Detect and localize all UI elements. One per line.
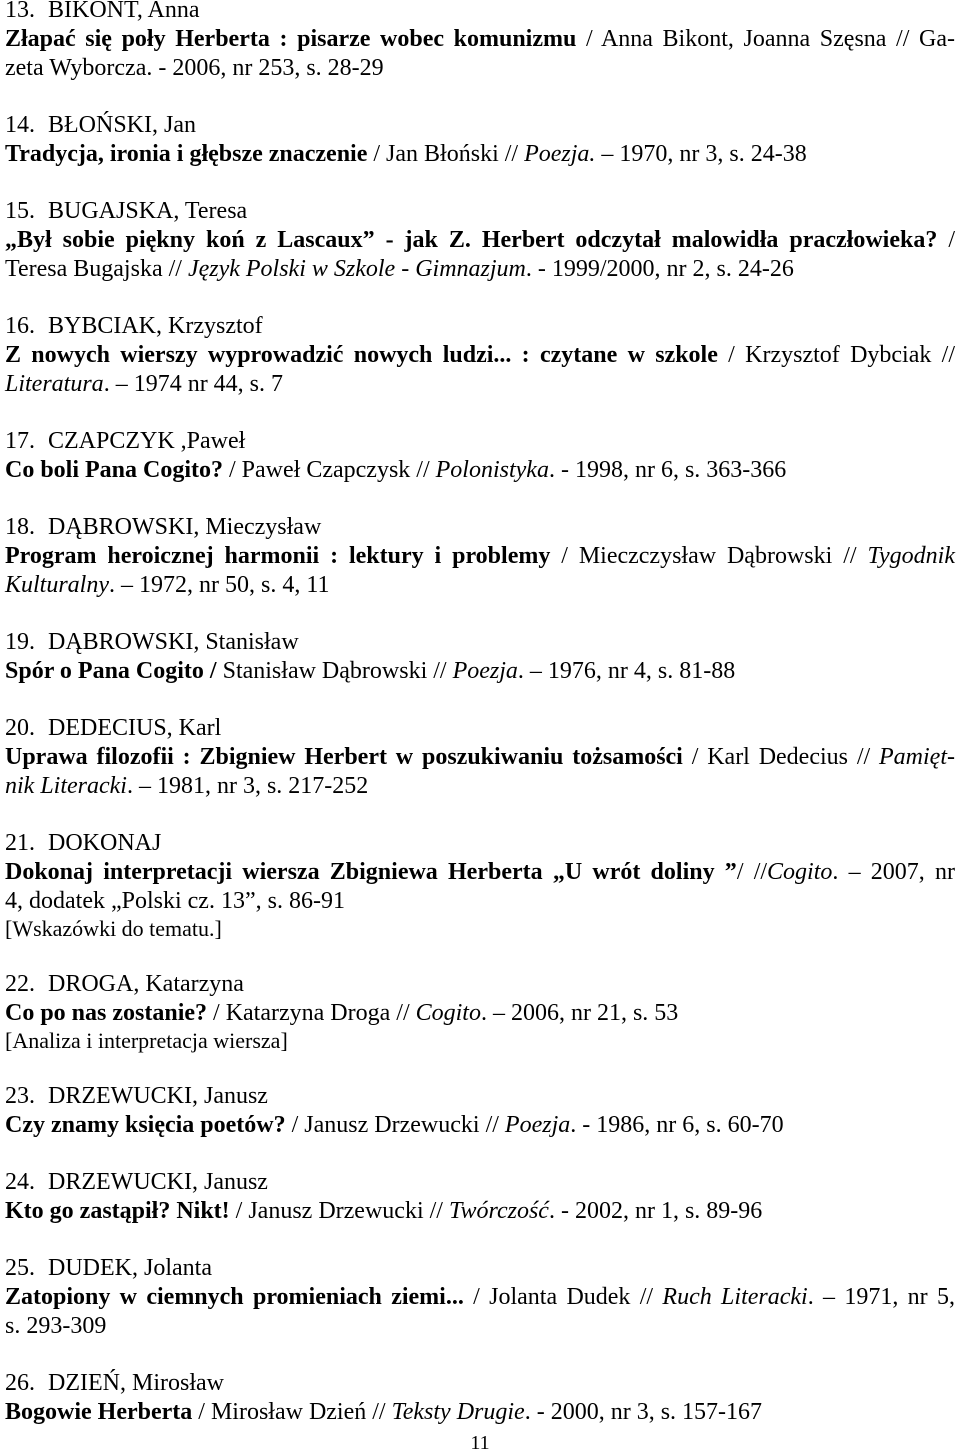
- entry-author: DĄBROWSKI, Mieczysław: [48, 514, 322, 540]
- entry-title: Czy znamy księcia poetów?: [5, 1112, 286, 1138]
- bibliography-entry: [5, 513, 955, 600]
- entry-title: „Był sobie piękny koń z Lascaux” - jak Z. Herbert odczytał malowidła praczłowieka?: [5, 227, 938, 253]
- entry-source-title: Pamięt-: [879, 744, 955, 770]
- entry-source-title: Język Polski w Szkole - Gimnazjum: [187, 256, 526, 282]
- entry-source-details: . – 2006, nr 21, s. 53: [480, 1000, 679, 1026]
- entry-source-details: . - 1999/2000, nr 2, s. 24-26: [525, 256, 794, 282]
- entry-title: Co boli Pana Cogito?: [5, 457, 224, 483]
- entry-author: BŁOŃSKI, Jan: [48, 112, 196, 138]
- entry-author: DUDEK, Jolanta: [48, 1255, 212, 1281]
- entry-heading: [5, 513, 955, 542]
- entry-title: Kto go zastąpił? Nikt!: [5, 1198, 230, 1224]
- entry-number: 23.: [5, 1083, 35, 1109]
- bibliography-entry: [5, 111, 955, 169]
- entry-source-details: . – 1974 nr 44, s. 7: [103, 371, 284, 397]
- entry-responsibility: / Mieczczysław Dąbrowski //: [550, 543, 868, 569]
- entry-source-details: 4, dodatek „Polski cz. 13”, s. 86-91: [5, 888, 345, 914]
- entry-title: Uprawa filozofii : Zbigniew Herbert w poszukiwaniu tożsamości: [5, 744, 683, 770]
- entry-line: [5, 255, 955, 284]
- entry-author: DRZEWUCKI, Janusz: [48, 1083, 268, 1109]
- entry-author: BUGAJSKA, Teresa: [48, 198, 248, 224]
- entry-source-details: – 1970, nr 3, s. 24-38: [595, 141, 807, 167]
- entry-source-title: Kulturalny: [5, 572, 110, 598]
- bibliography-entry: [5, 1369, 955, 1427]
- entry-title: Tradycja, ironia i głębsze znaczenie: [5, 141, 368, 167]
- entry-title: Z nowych wierszy wyprowadzić nowych ludzi... : czytane w szkole: [5, 342, 718, 368]
- entry-title: Dokonaj interpretacji wiersza Zbigniewa Herberta „U wrót doliny ”: [5, 859, 737, 885]
- bibliography-entry: [5, 628, 955, 686]
- entry-line: [5, 1111, 955, 1140]
- entry-source-details: . - 2002, nr 1, s. 89-96: [548, 1198, 763, 1224]
- entry-author: DRZEWUCKI, Janusz: [48, 1169, 268, 1195]
- entry-author: DĄBROWSKI, Stanisław: [48, 629, 299, 655]
- entry-title: Złapać się poły Herberta : pisarze wobec komunizmu: [5, 26, 577, 52]
- entry-responsibility: / Anna Bikont, Joanna Szęsna // Ga-: [576, 26, 955, 52]
- entry-heading: [5, 1168, 955, 1197]
- entry-source-title: Ruch Literacki: [662, 1284, 808, 1310]
- entry-line: [5, 887, 955, 916]
- entry-responsibility: / Paweł Czapczysk //: [223, 457, 436, 483]
- entry-title: Spór o Pana Cogito /: [5, 658, 217, 684]
- entry-title: Zatopiony w ciemnych promieniach ziemi...: [5, 1284, 464, 1310]
- entry-source-title: Tygodnik: [867, 543, 955, 569]
- entry-heading: [5, 714, 955, 743]
- entry-source-title: Poezja: [504, 1112, 571, 1138]
- entry-source-details: zeta Wyborcza. - 2006, nr 253, s. 28-29: [5, 55, 384, 81]
- entry-line: [5, 140, 955, 169]
- entry-number: 13.: [5, 0, 35, 23]
- entry-source-details: . – 1981, nr 3, s. 217-252: [126, 773, 369, 799]
- entry-number: 16.: [5, 313, 35, 339]
- entry-responsibility: /: [937, 227, 955, 253]
- entry-responsibility: / Jan Błoński //: [367, 141, 525, 167]
- entry-responsibility: / Katarzyna Droga //: [207, 1000, 416, 1026]
- entry-responsibility: Teresa Bugajska //: [5, 256, 188, 282]
- entry-source-details: . - 2000, nr 3, s. 157-167: [524, 1399, 763, 1425]
- entry-line: [5, 341, 955, 370]
- entry-heading: [5, 628, 955, 657]
- entry-author: BYBCIAK, Krzysztof: [48, 313, 263, 339]
- bibliography-entry: [5, 197, 955, 284]
- entry-number: 14.: [5, 112, 35, 138]
- entry-responsibility: / Janusz Drzewucki //: [285, 1112, 505, 1138]
- entry-line: [5, 657, 955, 686]
- entry-line: [5, 1398, 955, 1427]
- entry-heading: [5, 970, 955, 999]
- entry-responsibility: / Karl Dedecius //: [682, 744, 880, 770]
- entry-line: [5, 226, 955, 255]
- entry-author: CZAPCZYK ,Paweł: [48, 428, 246, 454]
- entry-line: [5, 25, 955, 54]
- bibliography-entry: [5, 1168, 955, 1226]
- entry-heading: [5, 1254, 955, 1283]
- entry-source-details: . – 2007, nr: [832, 859, 955, 885]
- entry-source-details: . – 1971, nr 5,: [807, 1284, 956, 1310]
- entry-author: DEDECIUS, Karl: [48, 715, 222, 741]
- entry-number: 18.: [5, 514, 35, 540]
- entry-line: [5, 858, 955, 887]
- entry-line: [5, 743, 955, 772]
- entry-title: Bogowie Herberta: [5, 1399, 193, 1425]
- entry-number: 21.: [5, 830, 35, 856]
- bibliography-entry: [5, 1082, 955, 1140]
- entry-author: DZIEŃ, Mirosław: [48, 1370, 224, 1396]
- entry-note: [Wskazówki do tematu.]: [5, 916, 222, 941]
- entry-number: 24.: [5, 1169, 35, 1195]
- entry-source-details: . – 1972, nr 50, s. 4, 11: [109, 572, 330, 598]
- bibliography-entry: [5, 1254, 955, 1341]
- bibliography-entry: [5, 714, 955, 801]
- entry-line: [5, 542, 955, 571]
- bibliography-entry: [5, 0, 955, 83]
- entry-author: BIKONT, Anna: [48, 0, 200, 23]
- entry-source-title: Twórczość: [448, 1198, 549, 1224]
- entry-number: 19.: [5, 629, 35, 655]
- entry-responsibility: Stanisław Dąbrowski //: [216, 658, 453, 684]
- entry-author: DOKONAJ: [48, 830, 162, 856]
- entry-source-title: Literatura: [5, 371, 104, 397]
- entry-source-title: Cogito: [415, 1000, 481, 1026]
- entry-source-title: Teksty Drugie: [391, 1399, 525, 1425]
- entry-line: [5, 1283, 955, 1312]
- entry-line: [5, 456, 955, 485]
- bibliography-entry: [5, 427, 955, 485]
- entry-heading: [5, 312, 955, 341]
- entry-number: 15.: [5, 198, 35, 224]
- entry-title: Program heroicznej harmonii : lektury i problemy: [5, 543, 551, 569]
- entry-source-title: Polonistyka: [435, 457, 549, 483]
- entry-responsibility: / Krzysztof Dybciak //: [717, 342, 956, 368]
- entry-source-details: . – 1976, nr 4, s. 81-88: [517, 658, 736, 684]
- entry-heading: [5, 829, 955, 858]
- entry-number: 26.: [5, 1370, 35, 1396]
- entry-line: [5, 1197, 955, 1226]
- bibliography-entry: [5, 970, 955, 1054]
- entry-note: [Analiza i interpretacja wiersza]: [5, 1028, 288, 1053]
- entry-title: Co po nas zostanie?: [5, 1000, 208, 1026]
- entry-source-title: Poezja.: [524, 141, 596, 167]
- bibliography-entry: [5, 829, 955, 942]
- entry-number: 17.: [5, 428, 35, 454]
- entry-source-details: . - 1998, nr 6, s. 363-366: [548, 457, 787, 483]
- entry-line: [5, 772, 955, 801]
- entry-responsibility: / Janusz Drzewucki //: [229, 1198, 449, 1224]
- entry-number: 20.: [5, 715, 35, 741]
- entry-line: [5, 1312, 955, 1341]
- entry-source-details: s. 293-309: [5, 1313, 107, 1339]
- entry-heading: [5, 0, 955, 25]
- bibliography-entry: [5, 312, 955, 399]
- entry-line: [5, 54, 955, 83]
- entry-line: [5, 571, 955, 600]
- page-number: 11: [470, 1432, 490, 1454]
- entry-responsibility: / //: [736, 859, 768, 885]
- entry-source-title: Cogito: [767, 859, 833, 885]
- entry-source-title: nik Literacki: [5, 773, 127, 799]
- entry-author: DROGA, Katarzyna: [48, 971, 244, 997]
- entry-heading: [5, 427, 955, 456]
- entry-number: 22.: [5, 971, 35, 997]
- entry-line: [5, 999, 955, 1028]
- entry-heading: [5, 197, 955, 226]
- entry-heading: [5, 1369, 955, 1398]
- entry-source-details: . - 1986, nr 6, s. 60-70: [570, 1112, 784, 1138]
- entry-source-title: Poezja: [452, 658, 518, 684]
- entry-line: [5, 370, 955, 399]
- entry-heading: [5, 1082, 955, 1111]
- entry-responsibility: / Jolanta Dudek //: [463, 1284, 663, 1310]
- entry-responsibility: / Mirosław Dzień //: [192, 1399, 392, 1425]
- entry-number: 25.: [5, 1255, 35, 1281]
- entry-heading: [5, 111, 955, 140]
